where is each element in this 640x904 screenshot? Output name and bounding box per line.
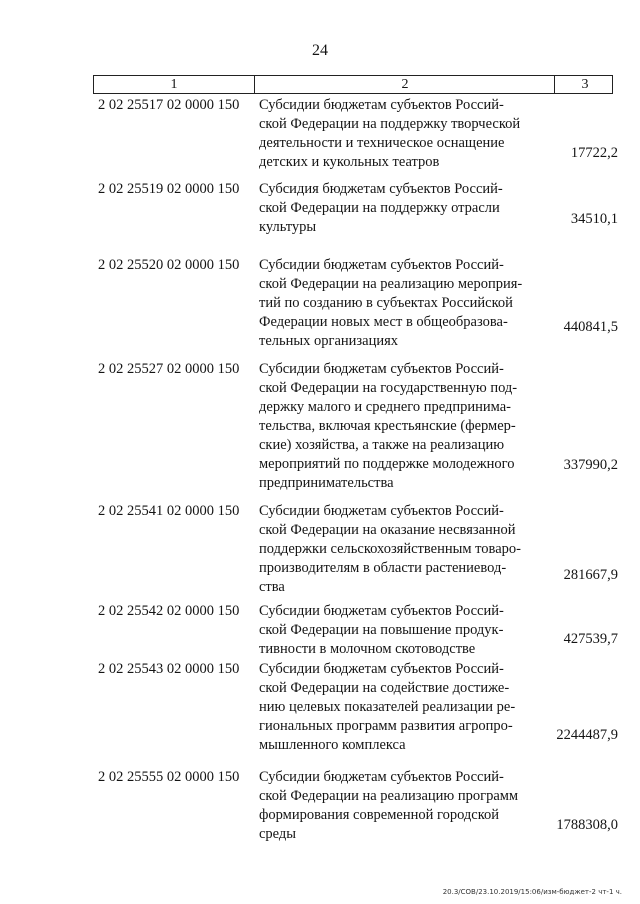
amount: 440841,5 bbox=[563, 319, 618, 335]
budget-code: 2 02 25543 02 0000 150 bbox=[98, 661, 240, 677]
description-line: формирования современной городской bbox=[259, 807, 500, 823]
description-line: Субсидии бюджетам субъектов Россий- bbox=[259, 661, 504, 677]
row-description bbox=[259, 602, 533, 659]
row-description bbox=[259, 96, 533, 172]
budget-code: 2 02 25520 02 0000 150 bbox=[98, 257, 240, 273]
description-line: тельства, включая крестьянские (фермер- bbox=[259, 418, 516, 434]
amount: 34510,1 bbox=[570, 211, 618, 227]
header-col-3: 3 bbox=[554, 76, 615, 94]
description-line: тий по созданию в субъектах Российской bbox=[259, 295, 513, 311]
description-line: ской Федерации на поддержку творческой bbox=[259, 116, 521, 132]
budget-code: 2 02 25527 02 0000 150 bbox=[98, 361, 240, 377]
budget-code: 2 02 25519 02 0000 150 bbox=[98, 181, 240, 197]
description-line: Субсидии бюджетам субъектов Россий- bbox=[259, 361, 504, 377]
footer-note: 20.3/СОВ/23.10.2019/15:06/изм-бюджет-2 чт-1 ч. bbox=[442, 888, 622, 896]
row-description bbox=[259, 256, 533, 351]
description-line: Субсидии бюджетам субъектов Россий- bbox=[259, 769, 504, 785]
description-line: ской Федерации на повышение продук- bbox=[259, 622, 504, 638]
budget-code: 2 02 25555 02 0000 150 bbox=[98, 769, 240, 785]
description-line: среды bbox=[259, 826, 297, 842]
description-line: Субсидии бюджетам субъектов Россий- bbox=[259, 97, 504, 113]
amount: 337990,2 bbox=[563, 457, 618, 473]
amount: 427539,7 bbox=[563, 631, 618, 647]
description-line: предпринимательства bbox=[259, 475, 394, 491]
amount: 17722,2 bbox=[570, 145, 618, 161]
description-line: Субсидии бюджетам субъектов Россий- bbox=[259, 603, 504, 619]
row-description bbox=[259, 180, 533, 237]
amount: 281667,9 bbox=[563, 567, 618, 583]
description-line: мероприятий по поддержке молодежного bbox=[259, 456, 515, 472]
description-line: поддержки сельскохозяйственным товаро- bbox=[259, 541, 521, 557]
description-line: деятельности и техническое оснащение bbox=[259, 135, 505, 151]
row-description bbox=[259, 768, 533, 844]
description-line: ской Федерации на реализацию программ bbox=[259, 788, 519, 804]
description-line: ства bbox=[259, 579, 285, 595]
description-line: Субсидии бюджетам субъектов Россий- bbox=[259, 257, 504, 273]
description-line: ские) хозяйства, а также на реализацию bbox=[259, 437, 505, 453]
description-line: ской Федерации на государственную под- bbox=[259, 380, 518, 396]
description-line: тивности в молочном скотоводстве bbox=[259, 641, 476, 657]
page-number: 24 bbox=[312, 42, 328, 59]
description-line: мышленного комплекса bbox=[259, 737, 406, 753]
description-line: Федерации новых мест в общеобразова- bbox=[259, 314, 508, 330]
amount: 1788308,0 bbox=[556, 817, 618, 833]
amount: 2244487,9 bbox=[556, 727, 618, 743]
description-line: культуры bbox=[259, 219, 317, 235]
description-line: производителям в области растениевод- bbox=[259, 560, 507, 576]
description-line: детских и кукольных театров bbox=[259, 154, 440, 170]
description-line: ской Федерации на содействие достиже- bbox=[259, 680, 510, 696]
header-col-1: 1 bbox=[170, 77, 178, 92]
description-line: ской Федерации на реализацию мероприя- bbox=[259, 276, 523, 292]
row-description bbox=[259, 502, 533, 597]
description-line: нию целевых показателей реализации ре- bbox=[259, 699, 516, 715]
table-header bbox=[93, 75, 613, 94]
budget-code: 2 02 25541 02 0000 150 bbox=[98, 503, 240, 519]
description-line: ской Федерации на поддержку отрасли bbox=[259, 200, 500, 216]
row-description bbox=[259, 660, 533, 755]
budget-code: 2 02 25517 02 0000 150 bbox=[98, 97, 240, 113]
description-line: держку малого и среднего предпринима- bbox=[259, 399, 511, 415]
description-line: тельных организациях bbox=[259, 333, 399, 349]
description-line: Субсидия бюджетам субъектов Россий- bbox=[259, 181, 503, 197]
description-line: Субсидии бюджетам субъектов Россий- bbox=[259, 503, 504, 519]
header-col-2: 2 bbox=[254, 76, 555, 94]
budget-code: 2 02 25542 02 0000 150 bbox=[98, 603, 240, 619]
row-description bbox=[259, 360, 533, 493]
description-line: гиональных программ развития агропро- bbox=[259, 718, 513, 734]
description-line: ской Федерации на оказание несвязанной bbox=[259, 522, 516, 538]
